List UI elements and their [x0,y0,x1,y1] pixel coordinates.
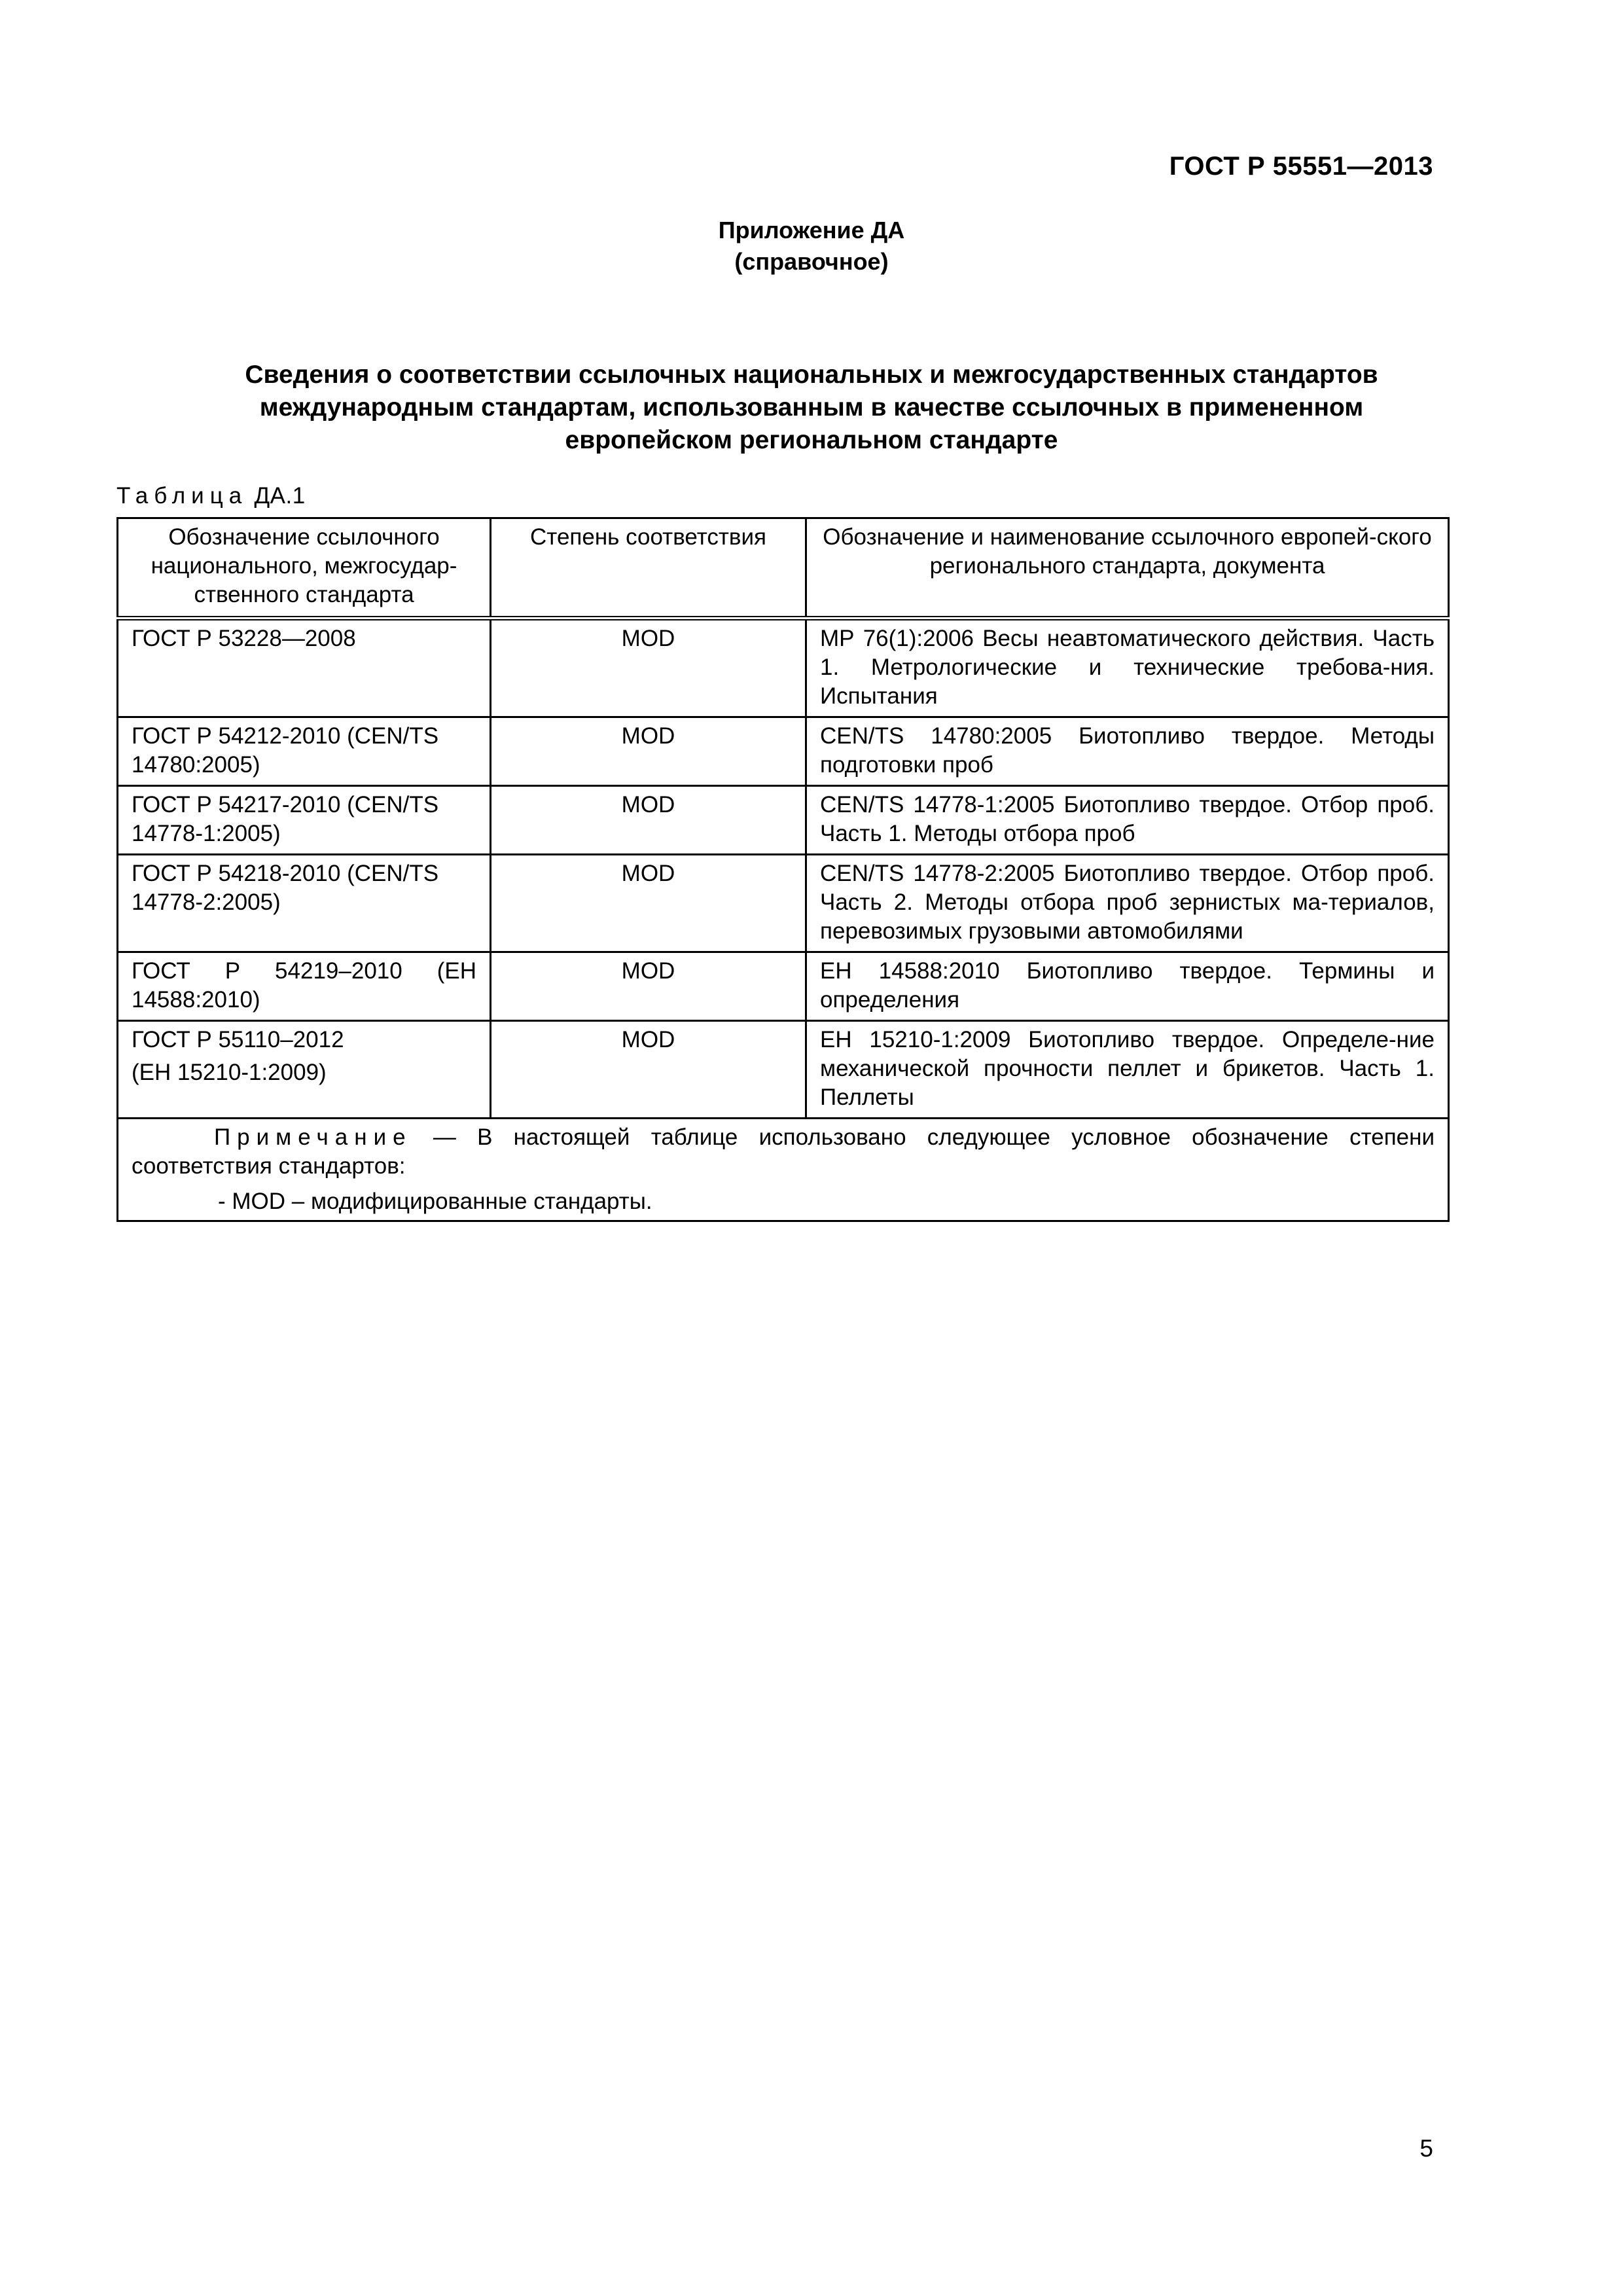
table-header-row [118,518,1449,619]
cell-european: МР 76(1):2006 Весы неавтоматического действия. Часть 1. Метрологические и технические требова-ния. Испытания [806,619,1449,717]
cell-national: ГОСТ Р 53228—2008 [118,619,491,717]
note-label: Примечание [214,1124,412,1150]
cell-european: ЕН 14588:2010 Биотопливо твердое. Термины и определения [806,952,1449,1021]
reference-standards-table [116,517,1450,1222]
cell-degree: MOD [491,855,806,952]
cell-national: ГОСТ Р 54212-2010 (CEN/TS 14780:2005) [118,717,491,786]
section-title-line: европейском региональном стандарте [565,426,1058,454]
cell-degree: MOD [491,1021,806,1119]
cell-national: ГОСТ Р 54217-2010 (CEN/TS 14778-1:2005) [118,786,491,855]
header-degree: Степень соответствия [491,518,806,619]
table-row [118,786,1449,855]
cell-degree: MOD [491,786,806,855]
header-national-standard: Обозначение ссылочного национального, межгосудар-ственного стандарта [118,518,491,619]
cell-national-line: ГОСТ Р 55110–2012 [132,1027,344,1052]
cell-european: CEN/TS 14780:2005 Биотопливо твердое. Методы подготовки проб [806,717,1449,786]
cell-national-line: (ЕН 15210-1:2009) [132,1060,327,1085]
table-row [118,855,1449,952]
cell-degree: MOD [491,952,806,1021]
appendix-heading [0,215,1623,278]
header-european-standard: Обозначение и наименование ссылочного европей-ского регионального стандарта, документа [806,518,1449,619]
cell-degree: MOD [491,619,806,717]
table-row [118,1021,1449,1119]
cell-european: CEN/TS 14778-1:2005 Биотопливо твердое. Отбор проб. Часть 1. Методы отбора проб [806,786,1449,855]
cell-national: ГОСТ Р 54219–2010 (ЕН 14588:2010) [118,952,491,1021]
section-title [131,359,1492,457]
table-note-row [118,1119,1449,1221]
section-title-line: Сведения о соответствии ссылочных национальных и межгосударственных стандартов [245,361,1378,389]
table-note [118,1119,1449,1221]
cell-european: CEN/TS 14778-2:2005 Биотопливо твердое. Отбор проб. Часть 2. Методы отбора проб зернистых ма-териалов, перевозимых грузовыми автомобилями [806,855,1449,952]
note-item: - MOD – модифицированные стандарты. [218,1189,652,1214]
page-number: 5 [1419,2135,1433,2162]
section-title-line: международным стандартам, использованным в качестве ссылочных в примененном [259,393,1364,422]
table-row [118,952,1449,1021]
cell-european: ЕН 15210-1:2009 Биотопливо твердое. Определе-ние механической прочности пеллет и брикетов. Часть 1. Пеллеты [806,1021,1449,1119]
cell-degree: MOD [491,717,806,786]
cell-national: ГОСТ Р 54218-2010 (CEN/TS 14778-2:2005) [118,855,491,952]
appendix-subtitle: (справочное) [734,248,889,275]
table-caption [116,483,306,509]
table-row [118,717,1449,786]
cell-national [118,1021,491,1119]
note-text [132,1123,1435,1181]
document-code: ГОСТ Р 55551—2013 [1169,152,1433,181]
table-caption-number: ДА.1 [247,483,306,509]
note-body: — В настоящей таблице использовано следующее условное обозначение степени соответствия стандартов: [132,1124,1435,1179]
table-caption-word: Таблица [116,483,248,509]
appendix-title: Приложение ДА [718,217,905,243]
table-row [118,619,1449,717]
